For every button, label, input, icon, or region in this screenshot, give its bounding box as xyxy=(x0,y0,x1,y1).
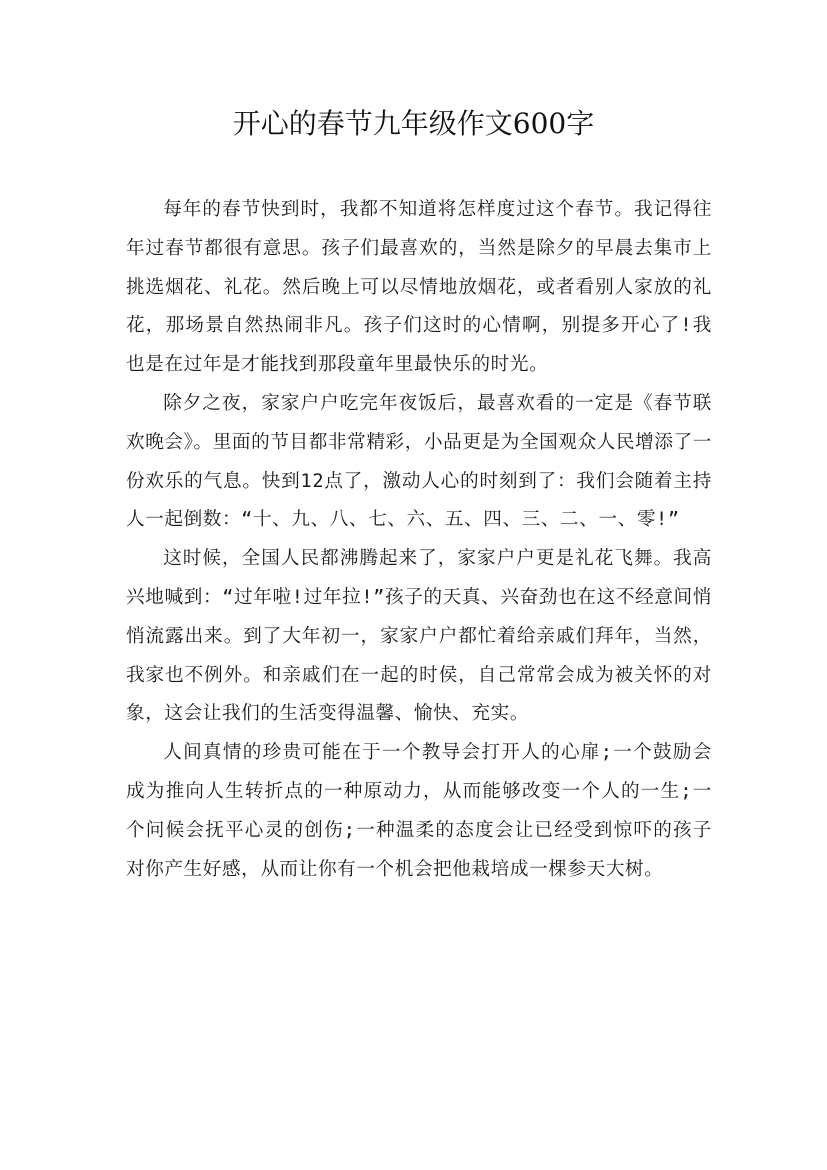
page-title: 开心的春节九年级作文600字 xyxy=(232,107,595,140)
paragraph-2: 除夕之夜，家家户户吃完年夜饭后，最喜欢看的一定是《春节联欢晚会》。里面的节目都非常精彩，小品更是为全国观众人民增添了一份欢乐的气息。快到12点了，激动人心的时刻到了：我们会随着主持人一起倒数：“十、九、八、七、六、五、四、三、二、一、零!” xyxy=(126,392,712,531)
paragraph-4: 人间真情的珍贵可能在于一个教导会打开人的心扉;一个鼓励会成为推向人生转折点的一种原动力，从而能够改变一个人的一生;一个问候会抚平心灵的创伤;一种温柔的态度会让已经受到惊吓的孩子对你产生好感，从而让你有一个机会把他栽培成一棵参天大树。 xyxy=(126,742,712,880)
essay-body xyxy=(126,191,712,889)
paragraph-1: 每年的春节快到时，我都不知道将怎样度过这个春节。我记得往年过春节都很有意思。孩子们最喜欢的，当然是除夕的早晨去集市上挑选烟花、礼花。然后晚上可以尽情地放烟花，或者看别人家放的礼花，那场景自然热闹非凡。孩子们这时的心情啊，别提多开心了!我也是在过年是才能找到那段童年里最快乐的时光。 xyxy=(126,199,712,376)
paragraph-3: 这时候，全国人民都沸腾起来了，家家户户更是礼花飞舞。我高兴地喊到：“过年啦!过年拉!”孩子的天真、兴奋劲也在这不经意间悄悄流露出来。到了大年初一，家家户户都忙着给亲戚们拜年，当然，我家也不例外。和亲戚们在一起的时侯，自己常常会成为被关怀的对象，这会让我们的生活变得温馨、愉快、充实。 xyxy=(126,548,712,725)
